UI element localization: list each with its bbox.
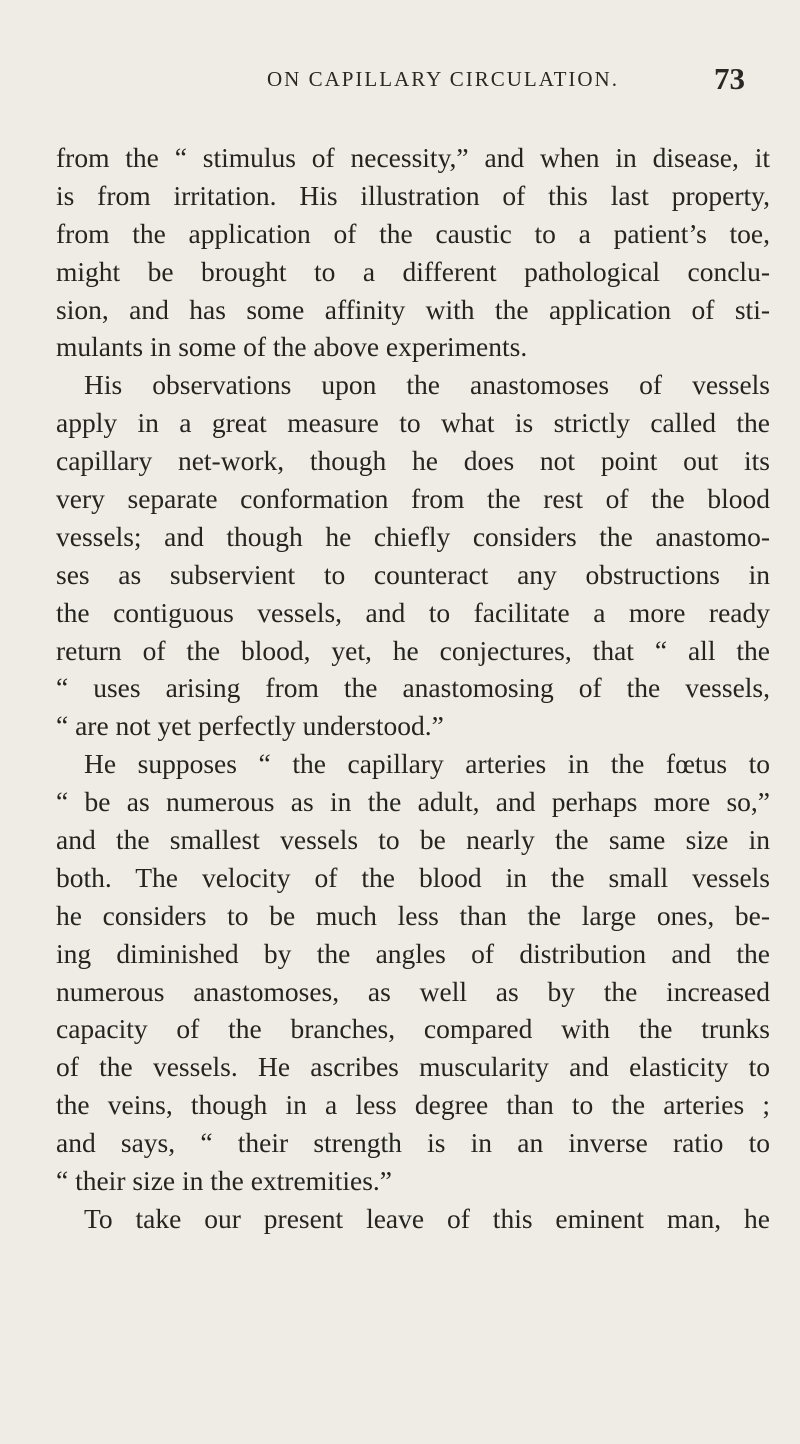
text-line: might be brought to a different pathological conclu- (56, 255, 770, 287)
text-line: ing diminished by the angles of distribution and the (56, 937, 770, 969)
body-text (56, 139, 770, 1238)
text-line: capacity of the branches, compared with the trunks (56, 1013, 770, 1045)
text-line: from the “ stimulus of necessity,” and when in disease, it (56, 142, 770, 173)
text-line: To take our present leave of this eminent man, he (84, 1202, 770, 1234)
text-line: the contiguous vessels, and to facilitate a more ready (56, 596, 770, 628)
text-line: ses as subservient to counteract any obstructions in (56, 558, 770, 590)
text-line: He supposes “ the capillary arteries in the fœtus to (84, 748, 770, 780)
running-title: ON CAPILLARY CIRCULATION. (267, 67, 619, 91)
text-line: “ their size in the extremities.” (56, 1165, 392, 1197)
text-line: sion, and has some affinity with the application of sti- (56, 293, 770, 325)
running-head (0, 61, 800, 101)
text-line: His observations upon the anastomoses of vessels (84, 369, 770, 401)
text-line: from the application of the caustic to a patient’s toe, (56, 217, 770, 249)
text-line: “ are not yet perfectly understood.” (56, 710, 444, 742)
text-line: the veins, though in a less degree than to the arteries ; (56, 1089, 770, 1121)
text-line: and the smallest vessels to be nearly the same size in (56, 824, 770, 856)
text-line: capillary net-work, though he does not point out its (56, 445, 770, 477)
page-number: 73 (714, 61, 745, 96)
text-line: and says, “ their strength is in an inverse ratio to (56, 1127, 770, 1159)
text-line: he considers to be much less than the large ones, be- (56, 899, 770, 931)
text-line: mulants in some of the above experiments. (56, 331, 528, 363)
text-line: apply in a great measure to what is strictly called the (56, 407, 770, 439)
text-line: numerous anastomoses, as well as by the increased (56, 975, 770, 1007)
text-line: “ uses arising from the anastomosing of the vessels, (56, 672, 770, 704)
text-line: of the vessels. He ascribes muscularity and elasticity to (56, 1051, 770, 1083)
text-line: return of the blood, yet, he conjectures, that “ all the (56, 634, 770, 666)
text-line: “ be as numerous as in the adult, and perhaps more so,” (56, 786, 770, 818)
text-line: is from irritation. His illustration of this last property, (56, 179, 770, 211)
text-line: vessels; and though he chiefly considers the anastomo- (56, 520, 770, 552)
text-line: both. The velocity of the blood in the small vessels (56, 861, 770, 893)
text-line: very separate conformation from the rest of the blood (56, 483, 770, 515)
